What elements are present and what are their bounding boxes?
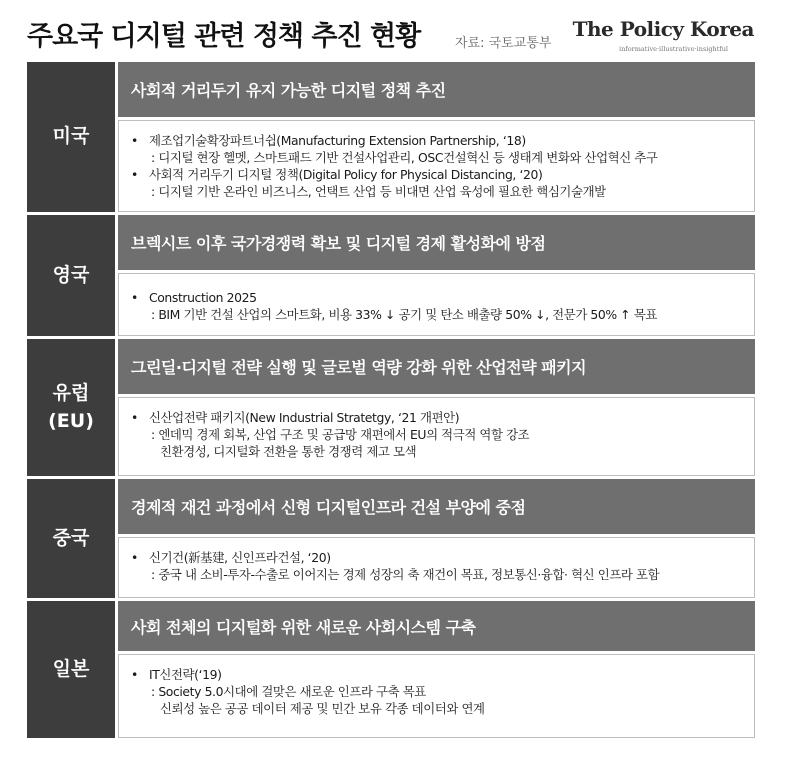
list-item [131, 549, 744, 566]
brand-logo: The Policy Korea [572, 17, 754, 41]
page-header [0, 0, 800, 60]
country-label: 일본 [27, 601, 115, 738]
item-description: : Society 5.0시대에 걸맞은 새로운 인프라 구축 목표 [151, 684, 426, 699]
bullet-marker: • [131, 290, 138, 305]
table-row-japan [27, 601, 755, 738]
table-row-eu [27, 339, 755, 476]
policy-table [27, 62, 755, 738]
policy-detail [118, 120, 755, 212]
policy-detail [118, 273, 755, 336]
item-title: Construction 2025 [149, 290, 257, 305]
policy-heading: 브렉시트 이후 국가경쟁력 확보 및 디지털 경제 활성화에 방점 [118, 215, 755, 270]
item-title: 신기건(新基建, 신인프라건설, ‘20) [149, 550, 331, 565]
item-description: : BIM 기반 건설 산업의 스마트화, 비용 33% ↓ 공기 및 탄소 배출량 50% ↓, 전문가 50% ↑ 목표 [151, 307, 657, 322]
policy-detail [118, 537, 755, 598]
item-description-continued: 친환경성, 디지털화 전환을 통한 경쟁력 제고 모색 [160, 444, 417, 459]
country-label: 미국 [27, 62, 115, 212]
row-content [118, 339, 755, 476]
page-title: 주요국 디지털 관련 정책 추진 현황 [27, 21, 421, 52]
source-label: 자료: 국토교통부 [455, 36, 552, 51]
item-title: 사회적 거리두기 디지털 정책(Digital Policy for Physical Distancing, ‘20) [149, 167, 543, 182]
policy-heading: 그린딜·디지털 전략 실행 및 글로벌 역량 강화 위한 산업전략 패키지 [118, 339, 755, 394]
item-description-continued: 신뢰성 높은 공공 데이터 제공 및 민간 보유 각종 데이터와 연계 [160, 701, 485, 716]
list-item [131, 666, 744, 683]
list-item [131, 132, 744, 149]
country-label: 영국 [27, 215, 115, 336]
bullet-marker: • [131, 550, 138, 565]
table-row-uk [27, 215, 755, 336]
row-content [118, 601, 755, 738]
list-item [131, 289, 744, 306]
item-description: : 엔데믹 경제 회복, 산업 구조 및 공급망 재편에서 EU의 적극적 역할 강조 [151, 427, 530, 442]
table-row-usa [27, 62, 755, 212]
item-title: 신산업전략 패키지(New Industrial Stratetgy, ‘21 개편안) [149, 410, 460, 425]
policy-heading: 경제적 재건 과정에서 신형 디지털인프라 건설 부양에 중점 [118, 479, 755, 534]
row-content [118, 479, 755, 598]
item-title: IT신전략(‘19) [149, 667, 222, 682]
row-content [118, 62, 755, 212]
item-title: 제조업기술확장파트너쉽(Manufacturing Extension Partnership, ‘18) [149, 133, 526, 148]
item-description: : 디지털 현장 헬멧, 스마트패드 기반 건설사업관리, OSC건설혁신 등 생태계 변화와 산업혁신 추구 [151, 150, 658, 165]
item-description: : 중국 내 소비-투자-수출로 이어지는 경제 성장의 축 재건이 목표, 정보통신·융합· 혁신 인프라 포함 [151, 567, 660, 582]
bullet-marker: • [131, 133, 138, 148]
policy-heading: 사회 전체의 디지털화 위한 새로운 사회시스템 구축 [118, 601, 755, 651]
row-content [118, 215, 755, 336]
table-row-china [27, 479, 755, 598]
policy-detail [118, 397, 755, 476]
policy-heading: 사회적 거리두기 유지 가능한 디지털 정책 추진 [118, 62, 755, 117]
country-label: 유럽 (EU) [27, 339, 115, 476]
bullet-marker: • [131, 167, 138, 182]
brand-tagline: informative·illustrative·insightful [619, 45, 728, 53]
item-description: : 디지털 기반 온라인 비즈니스, 언택트 산업 등 비대면 산업 육성에 필요한 핵심기술개발 [151, 184, 606, 199]
list-item [131, 409, 744, 426]
bullet-marker: • [131, 410, 138, 425]
country-label: 중국 [27, 479, 115, 598]
bullet-marker: • [131, 667, 138, 682]
list-item [131, 166, 744, 183]
policy-detail [118, 654, 755, 738]
